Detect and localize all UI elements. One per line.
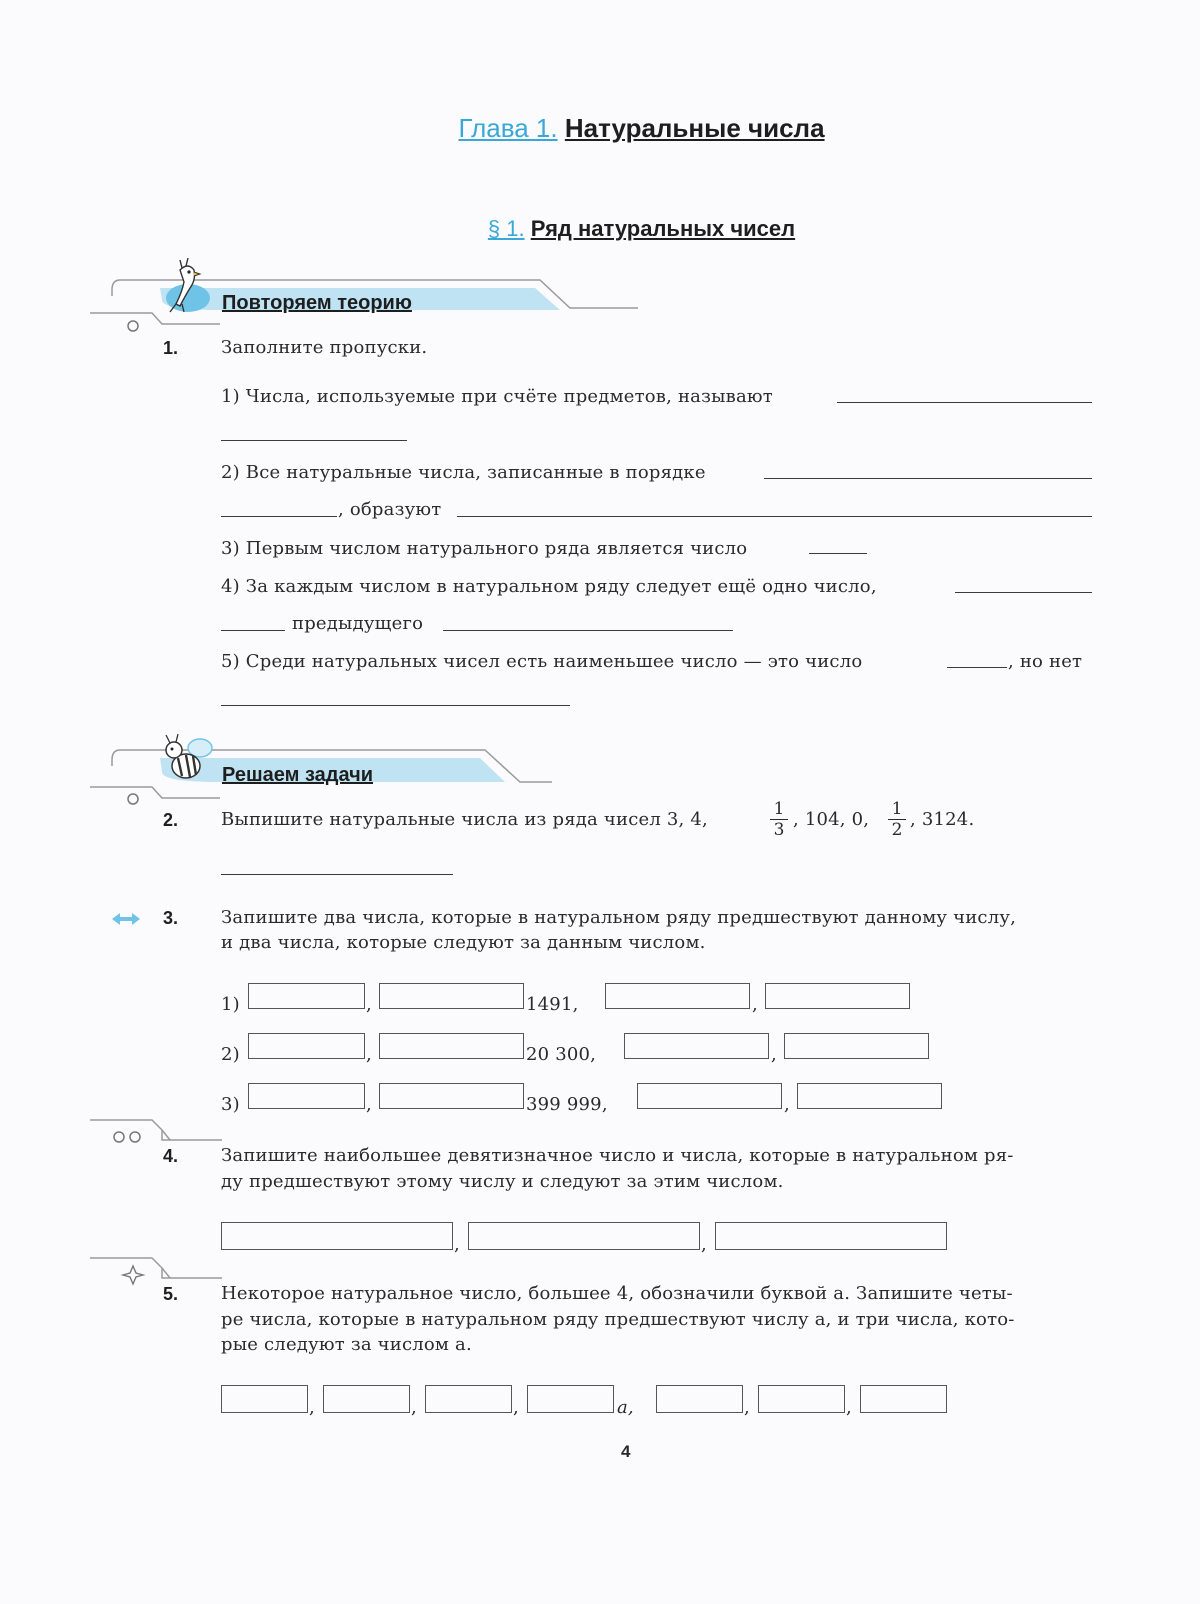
answer-line[interactable] [947,667,1007,668]
row-value: 399 999, [526,1094,608,1115]
answer-box[interactable] [379,1033,524,1059]
answer-box[interactable] [221,1222,453,1250]
answer-line[interactable] [221,705,570,706]
section-name: Ряд натуральных чисел [530,216,796,241]
task3-line1: Запишите два числа, которые в натуральном ряду предшествуют данному числу, [221,907,1017,928]
answer-box[interactable] [637,1083,782,1109]
two-circles-marker-icon [90,1116,225,1144]
answer-box[interactable] [860,1385,947,1413]
answer-line[interactable] [837,402,1092,403]
row-label: 1) [221,994,240,1015]
row-value: 1491, [526,994,579,1015]
answer-line[interactable] [221,874,453,875]
page-number: 4 [621,1442,631,1461]
task1-item4a: 4) За каждым числом в натуральном ряду следует ещё одно число, [221,576,877,597]
task1-item5a: 5) Среди натуральных чисел есть наименьшее число — это число [221,651,863,672]
answer-box[interactable] [758,1385,845,1413]
fraction-one-half [888,800,906,839]
fraction-denominator: 3 [773,820,785,840]
comma: , [309,1397,315,1418]
task1-item3: 3) Первым числом натурального ряда является число [221,538,748,559]
task5-number: 5. [163,1284,179,1304]
answer-box[interactable] [656,1385,743,1413]
task2-text-b: , 104, 0, [793,809,870,830]
comma: , [366,1094,372,1115]
task4-line2: ду предшествуют этому числу и следуют за этим числом. [221,1171,784,1192]
answer-box[interactable] [248,1033,365,1059]
bird-mascot-icon [160,258,216,316]
answer-box[interactable] [379,983,524,1009]
double-arrow-icon [110,912,142,926]
task3-line2: и два числа, которые следуют за данным числом. [221,932,706,953]
answer-box[interactable] [784,1033,929,1059]
bee-mascot-icon [160,732,216,788]
answer-line[interactable] [764,478,1092,479]
chapter-label: Глава 1. [458,113,558,143]
comma: , [454,1234,460,1255]
comma: , [411,1397,417,1418]
task2-text-a: Выпишите натуральные числа из ряда чисел 3, 4, [221,809,708,830]
section-title [0,216,1200,242]
task5-line3: рые следуют за числом а. [221,1334,472,1355]
fraction-numerator: 1 [891,799,903,819]
answer-box[interactable] [797,1083,942,1109]
task1-intro: Заполните пропуски. [221,337,428,358]
answer-line[interactable] [457,516,1092,517]
answer-line[interactable] [221,630,285,631]
task4-number: 4. [163,1146,179,1166]
answer-box[interactable] [323,1385,410,1413]
answer-box[interactable] [715,1222,947,1250]
answer-box[interactable] [765,983,910,1009]
row-value: 20 300, [526,1044,597,1065]
comma: , [744,1397,750,1418]
comma: , [752,994,758,1015]
comma: , [366,994,372,1015]
comma: , [366,1044,372,1065]
row-label: 2) [221,1044,240,1065]
task2-text-c: , 3124. [910,809,975,830]
task3-number: 3. [163,908,179,928]
task5-line2: ре числа, которые в натуральном ряду предшествуют числу а, и три числа, кото- [221,1309,1015,1330]
chapter-name: Натуральные числа [564,113,825,143]
answer-line[interactable] [443,630,733,631]
task4-line1: Запишите наибольшее девятизначное число и числа, которые в натуральном ря- [221,1145,1014,1166]
theory-heading: Повторяем теорию [222,292,412,314]
answer-box[interactable] [425,1385,512,1413]
fraction-numerator: 1 [773,799,785,819]
answer-line[interactable] [221,516,337,517]
task1-item5b: , но нет [1008,651,1083,672]
fraction-one-third [770,800,788,839]
task1-item2b: , образуют [338,499,442,520]
variable-a: а, [617,1397,634,1418]
star-marker-icon [90,1254,225,1286]
section-label: § 1. [487,216,525,241]
row-label: 3) [221,1094,240,1115]
answer-box[interactable] [605,983,750,1009]
task1-item2a: 2) Все натуральные числа, записанные в порядке [221,462,706,483]
comma: , [513,1397,519,1418]
answer-box[interactable] [221,1385,308,1413]
task1-item4b: предыдущего [292,613,424,634]
chapter-title [0,113,1200,144]
answer-line[interactable] [809,553,867,554]
comma: , [784,1094,790,1115]
comma: , [701,1234,707,1255]
answer-box[interactable] [468,1222,700,1250]
task2-number: 2. [163,810,179,830]
answer-box[interactable] [527,1385,614,1413]
task1-number: 1. [163,338,179,358]
answer-line[interactable] [955,592,1092,593]
task5-line1: Некоторое натуральное число, большее 4, обозначили буквой а. Запишите четы- [221,1283,1013,1304]
task1-item1: 1) Числа, используемые при счёте предметов, называют [221,386,773,407]
tasks-heading: Решаем задачи [222,764,373,786]
answer-box[interactable] [624,1033,769,1059]
answer-box[interactable] [248,983,365,1009]
answer-box[interactable] [379,1083,524,1109]
comma: , [846,1397,852,1418]
answer-line[interactable] [221,440,407,441]
comma: , [771,1044,777,1065]
fraction-denominator: 2 [891,820,903,840]
answer-box[interactable] [248,1083,365,1109]
